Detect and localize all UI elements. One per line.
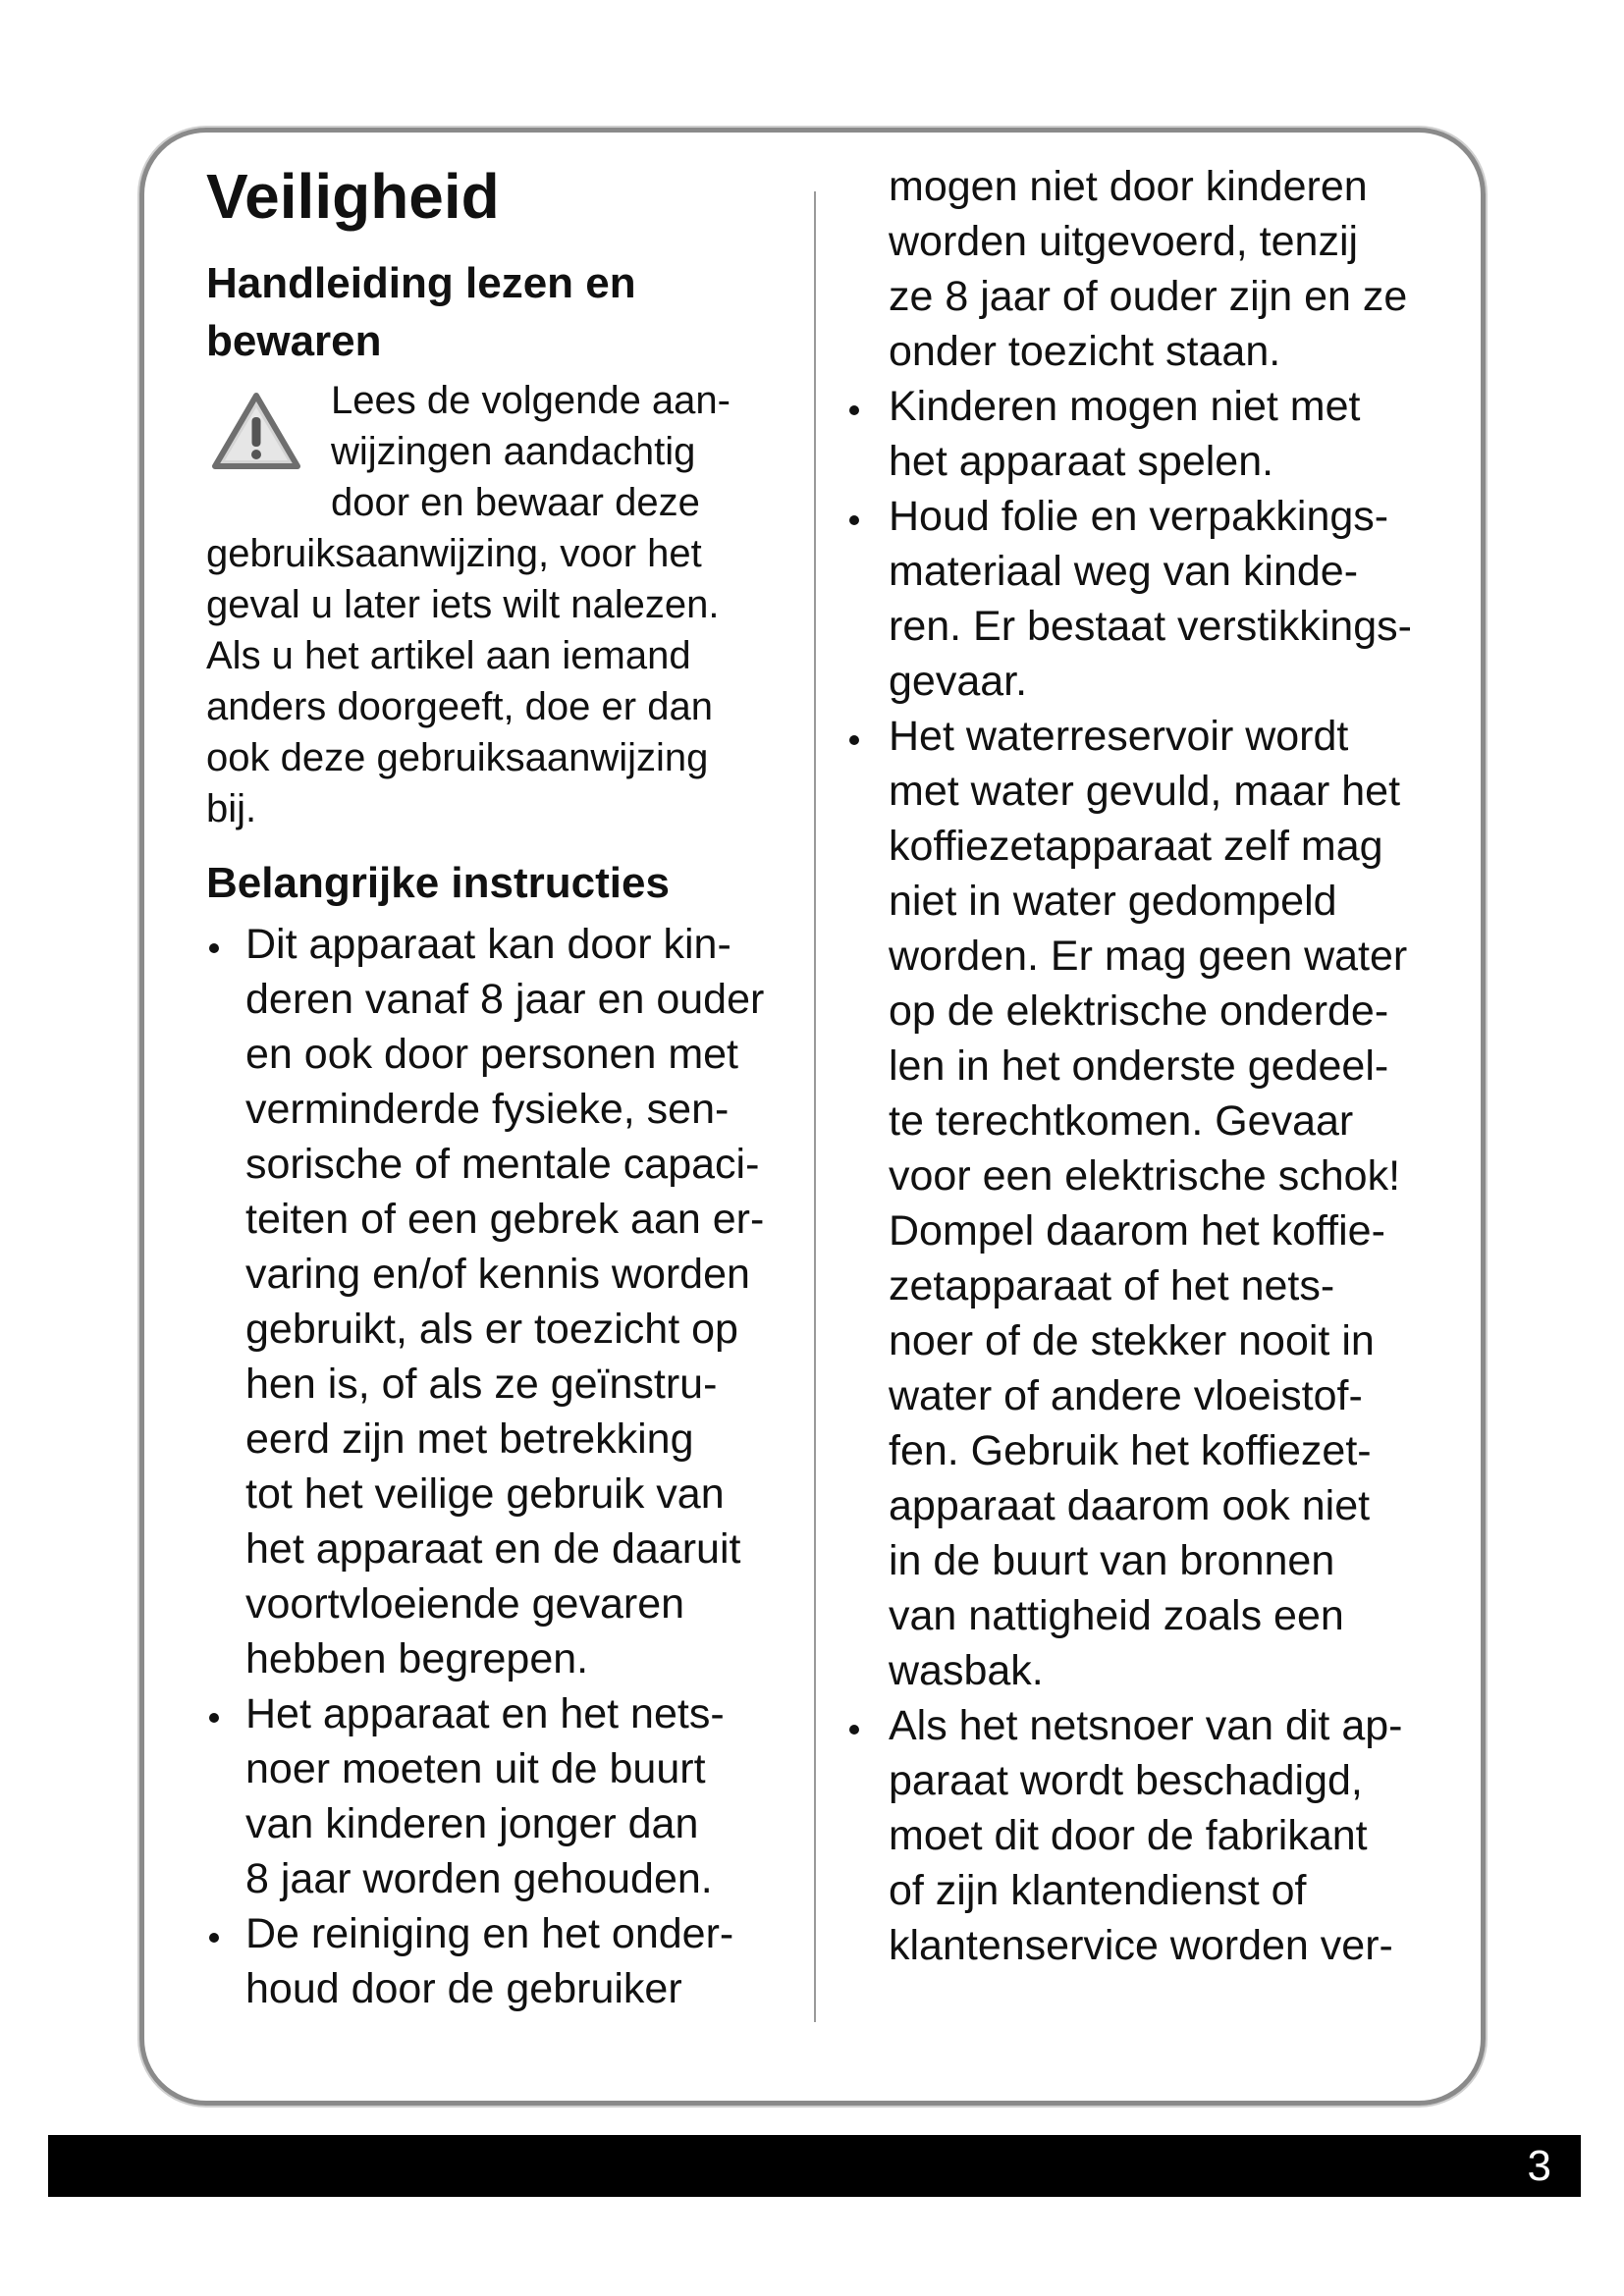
bullet-icon <box>209 943 219 953</box>
heading-line: Handleiding lezen en <box>206 259 636 307</box>
text-line: door en bewaar deze <box>331 481 700 524</box>
text-line: fen. Gebruik het koffiezet- <box>889 1427 1372 1474</box>
text-line: Kinderen mogen niet met <box>889 383 1361 430</box>
text-line: apparaat daarom ook niet <box>889 1482 1371 1529</box>
text-line: wijzingen aandachtig <box>331 430 696 473</box>
text-line: gevaar. <box>889 658 1028 705</box>
text-line: eerd zijn met betrekking <box>245 1415 694 1463</box>
text-line: te terechtkomen. Gevaar <box>889 1097 1354 1145</box>
bullet-icon <box>849 515 859 525</box>
list-item <box>245 1906 764 2016</box>
text-line: De reiniging en het onder- <box>245 1910 734 1957</box>
text-line: wasbak. <box>889 1647 1044 1694</box>
text-line: en ook door personen met <box>245 1031 738 1078</box>
list-item <box>889 489 1412 709</box>
text-line: varing en/of kennis worden <box>245 1251 750 1298</box>
text-line: water of andere vloeistof- <box>889 1372 1363 1419</box>
text-line: ook deze gebruiksaanwijzing <box>206 736 709 779</box>
text-line: noer moeten uit de buurt <box>245 1745 706 1792</box>
text-line: het apparaat spelen. <box>889 438 1274 485</box>
text-line: moet dit door de fabrikant <box>889 1812 1368 1859</box>
text-line: Dit apparaat kan door kin- <box>245 921 731 968</box>
text-line: koffiezetapparaat zelf mag <box>889 823 1383 870</box>
list-item <box>889 709 1412 1698</box>
text-line: gebruikt, als er toezicht op <box>245 1306 738 1353</box>
bullet-icon <box>849 735 859 745</box>
text-line: Lees de volgende aan- <box>331 379 731 422</box>
continued-list-item <box>889 159 1412 379</box>
text-line: voortvloeiende gevaren <box>245 1580 685 1628</box>
text-line: houd door de gebruiker <box>245 1965 682 2012</box>
text-line: Houd folie en verpakkings- <box>889 493 1389 540</box>
text-line: sorische of mentale capaci- <box>245 1141 760 1188</box>
text-line: geval u later iets wilt nalezen. <box>206 583 720 626</box>
text-line: met water gevuld, maar het <box>889 768 1401 815</box>
list-item <box>889 1698 1412 1973</box>
text-line: Het apparaat en het nets- <box>245 1690 725 1737</box>
text-line: Als u het artikel aan iemand <box>206 634 691 677</box>
instructions-list-right <box>889 379 1412 1973</box>
text-line: Het waterreservoir wordt <box>889 713 1349 760</box>
text-line: Dompel daarom het koffie- <box>889 1207 1385 1255</box>
bullet-icon <box>849 1725 859 1735</box>
bullet-icon <box>209 1933 219 1943</box>
text-line: paraat wordt beschadigd, <box>889 1757 1363 1804</box>
text-line: hebben begrepen. <box>245 1635 589 1682</box>
text-line: gebruiksaanwijzing, voor het <box>206 532 702 575</box>
bullet-icon <box>209 1713 219 1723</box>
text-line: zetapparaat of het nets- <box>889 1262 1335 1309</box>
text-line: ze 8 jaar of ouder zijn en ze <box>889 273 1408 320</box>
instructions-list-left <box>245 917 764 2016</box>
text-line: 8 jaar worden gehouden. <box>245 1855 713 1902</box>
list-item <box>245 917 764 1686</box>
text-line: ren. Er bestaat verstikkings- <box>889 603 1412 650</box>
section-heading-read <box>206 254 636 370</box>
heading-line: bewaren <box>206 317 382 365</box>
text-line: van nattigheid zoals een <box>889 1592 1344 1639</box>
right-column <box>889 159 1412 1973</box>
text-line: noer of de stekker nooit in <box>889 1317 1375 1364</box>
text-line: klantenservice worden ver- <box>889 1922 1393 1969</box>
text-line: teiten of een gebrek aan er- <box>245 1196 765 1243</box>
page-number: 3 <box>1527 2142 1551 2190</box>
text-line: deren vanaf 8 jaar en ouder <box>245 976 765 1023</box>
list-item <box>889 379 1412 489</box>
text-line: in de buurt van bronnen <box>889 1537 1335 1584</box>
text-line: worden. Er mag geen water <box>889 933 1408 980</box>
text-line: bij. <box>206 787 257 830</box>
page-title: Veiligheid <box>206 161 500 232</box>
text-line: op de elektrische onderde- <box>889 988 1389 1035</box>
text-line: verminderde fysieke, sen- <box>245 1086 730 1133</box>
list-item <box>245 1686 764 1906</box>
text-line: niet in water gedompeld <box>889 878 1337 925</box>
text-line: Als het netsnoer van dit ap- <box>889 1702 1403 1749</box>
text-line: hen is, of als ze geïnstru- <box>245 1361 718 1408</box>
text-line: onder toezicht staan. <box>889 328 1281 375</box>
column-divider <box>814 191 816 2022</box>
text-line: van kinderen jonger dan <box>245 1800 699 1847</box>
intro-paragraph <box>206 375 731 834</box>
section-heading-instructions: Belangrijke instructies <box>206 859 670 907</box>
bullet-icon <box>849 405 859 415</box>
footer-bar <box>48 2135 1581 2197</box>
text-line: het apparaat en de daaruit <box>245 1525 741 1573</box>
text-line: tot het veilige gebruik van <box>245 1470 725 1518</box>
text-line: materiaal weg van kinde- <box>889 548 1359 595</box>
text-line: len in het onderste gedeel- <box>889 1042 1389 1090</box>
text-line: worden uitgevoerd, tenzij <box>889 218 1359 265</box>
text-line: of zijn klantendienst of <box>889 1867 1307 1914</box>
text-line: anders doorgeeft, doe er dan <box>206 685 713 728</box>
text-line: mogen niet door kinderen <box>889 163 1368 210</box>
text-line: voor een elektrische schok! <box>889 1152 1401 1200</box>
